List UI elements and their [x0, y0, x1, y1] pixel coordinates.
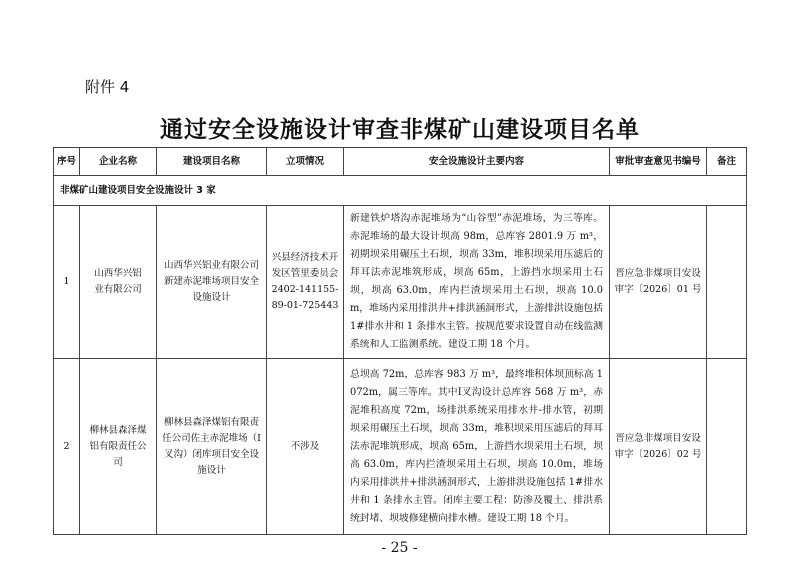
header-approval: 审批审查意见书编号	[610, 148, 707, 176]
row-content: 新建铁炉塔沟赤泥堆场为“山谷型”赤泥堆场，为三等库。赤泥堆场的最大设计坝高 98m，总库容 2801.9 万 m³，初期坝采用碾压土石坝，坝高 33m，堆积坝采用压滤后的拜耳法赤泥堆筑形成，坝高 65m，上游挡水坝采用土石坝，坝高 63.0m，库内拦渣坝采用土石坝，坝高 10.0m，堆场内采用排洪井+排洪涵洞形式，上游排洪设施包括 1#排水井和 1 条排水主管。按规范要求设置自动在线监测系统和人工监测系统。建设工期 18 个月。	[344, 206, 610, 359]
row-company: 山西华兴铝业有限公司	[80, 206, 157, 359]
row-status: 兴县经济技术开发区管里委员会 2402-141155-89-01-725443	[267, 206, 344, 359]
header-content: 安全设施设计主要内容	[344, 148, 610, 176]
page-body	[53, 147, 746, 563]
section-title: 非煤矿山建设项目安全设施设计 3 家	[54, 176, 747, 206]
row-project: 柳林县森泽煤铝有限责任公司佐主赤泥堆场（Ⅰ叉沟）闭库项目安全设施设计	[157, 359, 267, 535]
header-project: 建设项目名称	[157, 148, 267, 176]
row-status: 不涉及	[267, 359, 344, 535]
row-note	[707, 359, 747, 535]
header-row	[54, 148, 747, 176]
row-seq: 2	[54, 359, 80, 535]
row-note	[707, 206, 747, 359]
page-number: - 25 -	[381, 540, 418, 556]
row-approval: 晋应急非煤项目安设审字〔2026〕02 号	[610, 359, 707, 535]
attachment-label: 附件 4	[85, 78, 130, 96]
row-seq: 1	[54, 206, 80, 359]
project-table	[53, 147, 747, 535]
row-company: 柳林县森泽煤铝有限责任公司	[80, 359, 157, 535]
header-status: 立项情况	[267, 148, 344, 176]
section-row	[54, 176, 747, 206]
header-seq: 序号	[54, 148, 80, 176]
table-row	[54, 359, 747, 535]
row-approval: 晋应急非煤项目安设审字〔2026〕01 号	[610, 206, 707, 359]
row-project: 山西华兴铝业有限公司新建赤泥堆场项目安全设施设计	[157, 206, 267, 359]
row-content: 总坝高 72m，总库容 983 万 m³，最终堆积体坝顶标高 1072m，属三等库。其中Ⅰ叉沟设计总库容 568 万 m³，赤泥堆积高度 72m，场排洪系统采用排水井-排水管，初期坝采用碾压土石坝，坝高 33m，堆积坝采用压滤后的拜耳法赤泥堆筑形成，坝高 65m，上游挡水坝采用土石坝，坝高 63.0m，库内拦渣坝采用土石坝，坝高 10.0m，堆场内采用排洪井+排洪涵洞形式，上游排洪设施包括 1#排水井和 1 条排水主管。闭库主要工程：防渗及覆土、排洪系统封堵、坝坡修建横向排水槽。建设工期 18 个月。	[344, 359, 610, 535]
header-note: 备注	[707, 148, 747, 176]
document-title: 通过安全设施设计审查非煤矿山建设项目名单	[160, 116, 640, 143]
header-company: 企业名称	[80, 148, 157, 176]
table-row	[54, 206, 747, 359]
